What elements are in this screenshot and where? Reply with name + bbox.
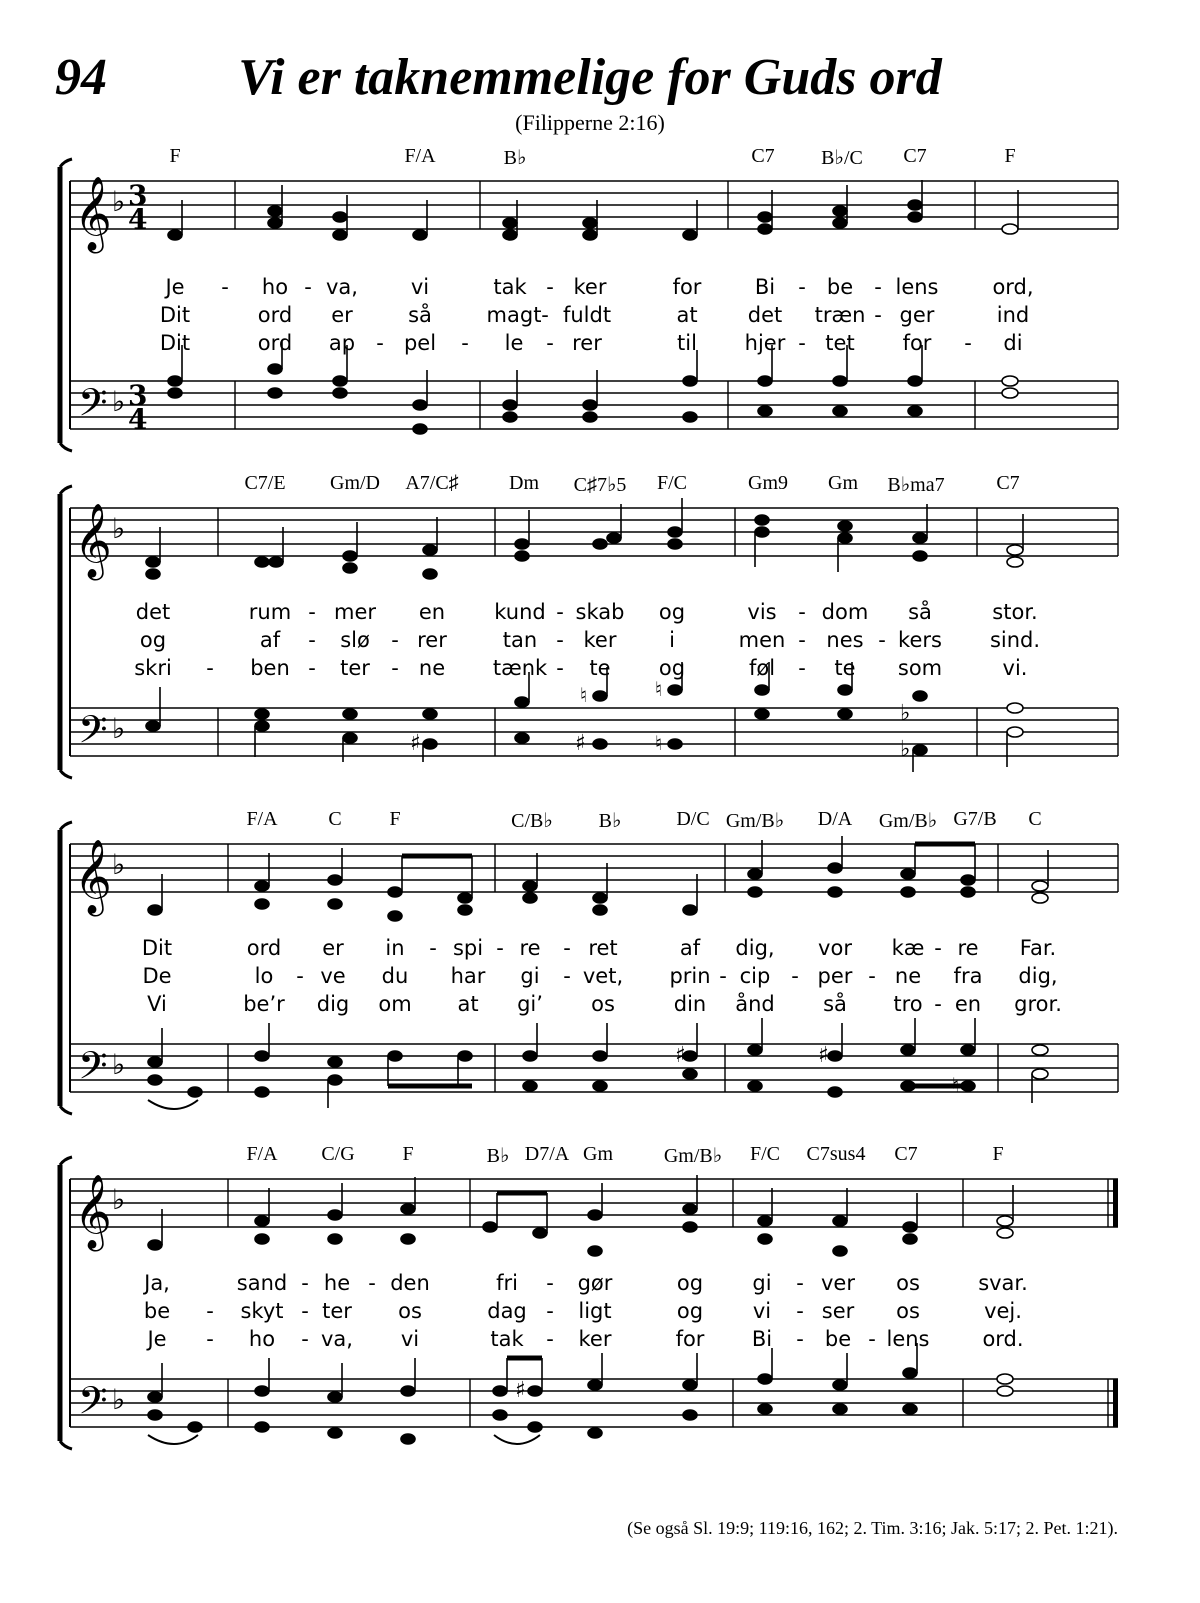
lyric-syllable: tak [490,1327,524,1351]
lyric-hyphen: - [546,1271,554,1295]
lyric-hyphen: - [301,1271,309,1295]
chord-symbol: C7 [751,145,775,167]
lyric-hyphen: - [206,656,214,680]
svg-text:♭: ♭ [112,1048,126,1081]
chord-symbol: C/B♭ [511,810,553,832]
music-system-3 [50,808,1130,1108]
lyric-syllable: Bi [754,275,776,299]
lyric-hyphen: - [796,1271,804,1295]
svg-text:♮: ♮ [655,731,663,755]
music-system-2 [50,472,1130,772]
lyric-syllable: ord [246,936,282,960]
svg-text:𝄢: 𝄢 [78,380,108,434]
svg-text:4: 4 [128,403,148,436]
svg-text:♭: ♭ [112,1183,126,1216]
lyric-syllable: ord [257,303,293,327]
lyric-syllable: os [896,1271,920,1295]
lyric-hyphen: - [429,936,437,960]
lyric-syllable: rer [417,628,447,652]
chord-symbol: B♭/C [821,147,863,169]
song-title: Vi er taknemmelige for Guds ord [238,49,942,106]
chord-symbol: C/G [321,1143,355,1165]
chord-symbol: Gm/B♭ [725,810,785,832]
chord-symbol: F/A [246,1143,278,1165]
lyric-syllable: ter [340,656,370,680]
lyric-syllable: Je [147,1327,167,1351]
svg-text:♭: ♭ [112,512,126,545]
svg-text:♮: ♮ [580,683,588,707]
lyric-syllable: in [385,936,405,960]
chord-symbol: C7sus4 [806,1143,866,1165]
lyric-syllable: vet, [582,964,624,988]
chord-symbol: F [1004,145,1016,167]
chord-symbol: F/C [656,472,688,494]
lyric-syllable: kund [494,600,546,624]
lyric-syllable: Vi [147,992,167,1016]
lyric-syllable: er [331,303,353,327]
lyric-syllable: fra [953,964,983,988]
chord-symbol: Gm/B♭ [663,1145,723,1167]
music-system-1 [50,145,1130,445]
chord-symbol: C7 [996,472,1020,494]
svg-text:𝄞: 𝄞 [74,1175,112,1249]
lyric-syllable: mer [333,600,377,624]
lyric-hyphen: - [563,936,571,960]
lyric-syllable: du [381,964,409,988]
svg-text:♭: ♭ [112,185,126,218]
lyric-syllable: os [896,1299,920,1323]
chord-symbol: B♭ [598,810,622,832]
lyric-syllable: tænk [492,656,548,680]
lyric-syllable: det [135,600,171,624]
lyric-hyphen: - [546,275,554,299]
lyric-syllable: ker [583,628,617,652]
lyric-hyphen: - [556,600,564,624]
svg-text:♯: ♯ [410,731,421,756]
lyric-hyphen: - [308,628,316,652]
svg-text:♭: ♭ [900,701,911,726]
lyric-syllable: Far. [1019,936,1057,960]
lyric-syllable: en [954,992,982,1016]
svg-text:♭: ♭ [112,385,126,418]
lyric-syllable: be [143,1299,171,1323]
svg-text:𝄞: 𝄞 [74,177,112,251]
lyric-syllable: at [457,992,479,1016]
lyric-syllable: Dit [159,303,191,327]
lyric-syllable: sand [236,1271,288,1295]
lyric-syllable: ord, [992,275,1034,299]
lyric-syllable: for [902,331,932,355]
lyric-syllable: be [824,1327,852,1351]
svg-text:♯: ♯ [575,731,586,756]
lyric-hyphen: - [934,992,942,1016]
lyric-syllable: af [679,936,701,960]
lyric-syllable: vi [410,275,430,299]
lyric-syllable: ho [261,275,289,299]
lyric-syllable: De [142,964,172,988]
lyric-hyphen: - [798,275,806,299]
svg-text:3: 3 [128,179,148,212]
lyric-hyphen: - [308,600,316,624]
lyric-syllable: skyt [240,1299,284,1323]
lyric-syllable: re [519,936,541,960]
lyric-syllable: pel [403,331,437,355]
lyric-hyphen: - [496,936,504,960]
lyric-syllable: slø [340,628,370,652]
lyric-syllable: for [675,1327,705,1351]
chord-symbol: F/A [404,145,436,167]
lyric-hyphen: - [301,1299,309,1323]
lyric-syllable: Dit [159,331,191,355]
lyric-syllable: som [897,656,943,680]
lyric-syllable: va, [326,275,358,299]
lyric-syllable: det [747,303,783,327]
lyric-syllable: re [957,936,979,960]
lyric-syllable: ord [257,331,293,355]
lyric-syllable: tro [893,992,923,1016]
lyric-hyphen: - [376,331,384,355]
lyric-syllable: dig, [1018,964,1058,988]
chord-symbol: B♭ [503,147,527,169]
lyric-syllable: lens [886,1327,930,1351]
lyric-syllable: hjer [744,331,786,355]
lyric-syllable: den [390,1271,430,1295]
lyric-syllable: skri [134,656,172,680]
lyric-syllable: har [450,964,486,988]
lyric-syllable: dom [821,600,869,624]
svg-text:♭: ♭ [112,1383,126,1416]
lyric-syllable: vor [818,936,852,960]
lyric-syllable: om [378,992,412,1016]
lyric-syllable: ne [894,964,922,988]
chord-symbol: G7/B [953,808,997,830]
chord-symbol: Gm [583,1143,613,1165]
lyric-hyphen: - [546,331,554,355]
lyric-syllable: til [677,331,697,355]
lyric-syllable: ver [821,1271,855,1295]
lyric-syllable: og [658,656,686,680]
lyric-syllable: vi [752,1299,772,1323]
lyric-syllable: tan [502,628,538,652]
lyric-syllable: tak [493,275,527,299]
chord-symbol: C [1028,808,1042,830]
lyric-syllable: lens [895,275,939,299]
lyric-syllable: ret [588,936,618,960]
lyric-syllable: af [259,628,281,652]
lyric-hyphen: - [461,331,469,355]
lyric-hyphen: - [563,964,571,988]
lyric-syllable: Je [165,275,185,299]
lyric-syllable: og [676,1299,704,1323]
lyric-syllable: for [672,275,702,299]
lyric-hyphen: - [556,656,564,680]
svg-text:4: 4 [128,203,148,236]
scripture-reference: (Filipperne 2:16) [515,110,665,135]
chord-symbol: C♯7♭5 [573,474,627,496]
lyric-syllable: sind. [989,628,1041,652]
lyric-hyphen: - [798,628,806,652]
lyric-syllable: le [504,331,524,355]
lyric-hyphen: - [541,303,549,327]
lyric-hyphen: - [874,275,882,299]
lyric-syllable: og [139,628,167,652]
lyric-hyphen: - [868,1327,876,1351]
lyric-syllable: Dit [141,936,173,960]
chord-symbol: A7/C♯ [405,472,459,494]
lyric-syllable: ser [821,1299,855,1323]
lyric-syllable: rum [248,600,292,624]
lyric-syllable: dag [487,1299,527,1323]
staff-graphics [50,1143,1130,1453]
svg-text:𝄢: 𝄢 [78,1378,108,1432]
lyric-syllable: vis [747,600,777,624]
lyric-syllable: dig, [735,936,775,960]
lyric-syllable: ho [248,1327,276,1351]
chord-symbol: F/C [749,1143,781,1165]
lyric-syllable: er [322,936,344,960]
lyric-hyphen: - [391,656,399,680]
chord-symbol: C7 [894,1143,918,1165]
lyric-syllable: vi [400,1327,420,1351]
chord-symbol: Gm9 [748,472,788,494]
chord-symbol: Gm [828,472,858,494]
lyric-syllable: ker [573,275,607,299]
chord-symbol: Dm [509,472,539,494]
see-also-references: (Se også Sl. 19:9; 119:16, 162; 2. Tim. 3:16; Jak. 5:17; 2. Pet. 1:21). [627,1518,1118,1538]
lyric-syllable: os [398,1299,422,1323]
lyric-hyphen: - [391,628,399,652]
lyric-syllable: svar. [978,1271,1028,1295]
chord-symbol: C7 [903,145,927,167]
lyric-syllable: va, [321,1327,353,1351]
lyric-syllable: så [823,992,847,1016]
lyric-hyphen: - [308,656,316,680]
chord-symbol: D/A [817,808,853,830]
lyric-syllable: skab [575,600,625,624]
lyric-hyphen: - [206,1327,214,1351]
lyric-syllable: fuldt [562,303,612,327]
lyric-syllable: rer [572,331,602,355]
lyric-syllable: spi [452,936,484,960]
lyric-syllable: ånd [735,992,775,1016]
lyric-syllable: en [418,600,446,624]
lyric-hyphen: - [964,331,972,355]
lyric-syllable: gror. [1014,992,1062,1016]
lyric-hyphen: - [206,1299,214,1323]
lyric-syllable: be [826,275,854,299]
lyric-syllable: ker [578,1327,612,1351]
lyric-syllable: fri [496,1271,518,1295]
lyric-syllable: ind [996,303,1030,327]
svg-text:♮: ♮ [952,1073,960,1097]
lyric-hyphen: - [798,331,806,355]
lyric-syllable: cip [739,964,771,988]
lyric-hyphen: - [798,656,806,680]
lyric-syllable: ger [899,303,935,327]
lyric-hyphen: - [221,275,229,299]
svg-text:♭: ♭ [112,848,126,881]
lyric-syllable: Ja, [144,1271,170,1295]
lyric-syllable: kæ [891,936,925,960]
lyric-syllable: te [834,656,856,680]
chord-symbol: Gm/D [330,472,380,494]
lyric-hyphen: - [934,936,942,960]
lyric-syllable: ve [320,964,346,988]
lyric-hyphen: - [304,275,312,299]
lyric-hyphen: - [556,628,564,652]
lyric-syllable: ter [322,1299,352,1323]
svg-text:3: 3 [128,379,148,412]
chord-symbol: F [169,145,181,167]
lyric-syllable: os [591,992,615,1016]
chord-symbol: Gm/B♭ [878,810,938,832]
lyric-syllable: men [738,628,786,652]
chord-symbol: D7/A [524,1143,570,1165]
chord-symbol: F [992,1143,1004,1165]
lyric-hyphen: - [546,1299,554,1323]
lyric-syllable: ord. [982,1327,1024,1351]
lyric-syllable: Bi [751,1327,773,1351]
lyric-syllable: i [669,628,675,652]
song-number: 94 [55,49,107,106]
lyric-hyphen: - [874,303,882,327]
lyric-syllable: per [817,964,853,988]
chord-symbol: B♭ [486,1145,510,1167]
lyric-syllable: ne [418,656,446,680]
lyric-syllable: vej. [984,1299,1022,1323]
lyric-syllable: ap [328,331,356,355]
music-system-4 [50,1143,1130,1453]
lyric-syllable: tet [825,331,855,355]
lyric-syllable: di [1003,331,1023,355]
svg-text:𝄢: 𝄢 [78,1043,108,1097]
svg-text:♭: ♭ [900,737,911,762]
lyric-syllable: og [658,600,686,624]
lyric-syllable: ligt [578,1299,612,1323]
lyric-syllable: træn [814,303,866,327]
lyric-hyphen: - [868,964,876,988]
svg-text:♭: ♭ [112,712,126,745]
lyric-syllable: prin [669,964,711,988]
chord-symbol: C7/E [244,472,286,494]
lyric-hyphen: - [546,1327,554,1351]
lyric-syllable: stor. [992,600,1038,624]
lyric-hyphen: - [791,964,799,988]
lyric-syllable: he [323,1271,351,1295]
lyric-syllable: magt [486,303,542,327]
svg-text:𝄢: 𝄢 [78,707,108,761]
lyric-syllable: føl [748,656,776,680]
lyric-syllable: gi [520,964,540,988]
lyric-syllable: gør [577,1271,613,1295]
lyric-hyphen: - [796,1299,804,1323]
lyric-syllable: dig [316,992,350,1016]
lyric-syllable: at [676,303,698,327]
lyric-syllable: gi [752,1271,772,1295]
lyric-hyphen: - [796,1327,804,1351]
lyric-syllable: vi. [1002,656,1028,680]
svg-text:♯: ♯ [675,1043,686,1068]
lyric-syllable: nes [826,628,864,652]
chord-symbol: F [402,1143,414,1165]
svg-text:♯: ♯ [515,1378,526,1403]
svg-text:♮: ♮ [655,677,663,701]
lyric-syllable: og [676,1271,704,1295]
svg-text:𝄞: 𝄞 [74,840,112,914]
lyric-syllable: te [589,656,611,680]
lyric-hyphen: - [719,964,727,988]
lyric-syllable: be’r [243,992,285,1016]
chord-symbol: F/A [246,808,278,830]
lyric-syllable: kers [898,628,942,652]
chord-symbol: C [328,808,342,830]
lyric-hyphen: - [798,600,806,624]
svg-text:♯: ♯ [818,1043,829,1068]
chord-symbol: B♭ma7 [887,474,945,496]
lyric-syllable: så [908,600,932,624]
svg-text:𝄞: 𝄞 [74,504,112,578]
lyric-syllable: ben [250,656,290,680]
chord-symbol: D/C [676,808,710,830]
lyric-hyphen: - [301,1327,309,1351]
lyric-syllable: gi’ [517,992,543,1016]
lyric-hyphen: - [368,1271,376,1295]
lyric-syllable: lo [254,964,274,988]
lyric-hyphen: - [878,628,886,652]
lyric-hyphen: - [296,964,304,988]
chord-symbol: F [389,808,401,830]
lyric-syllable: din [673,992,707,1016]
lyric-syllable: så [408,303,432,327]
